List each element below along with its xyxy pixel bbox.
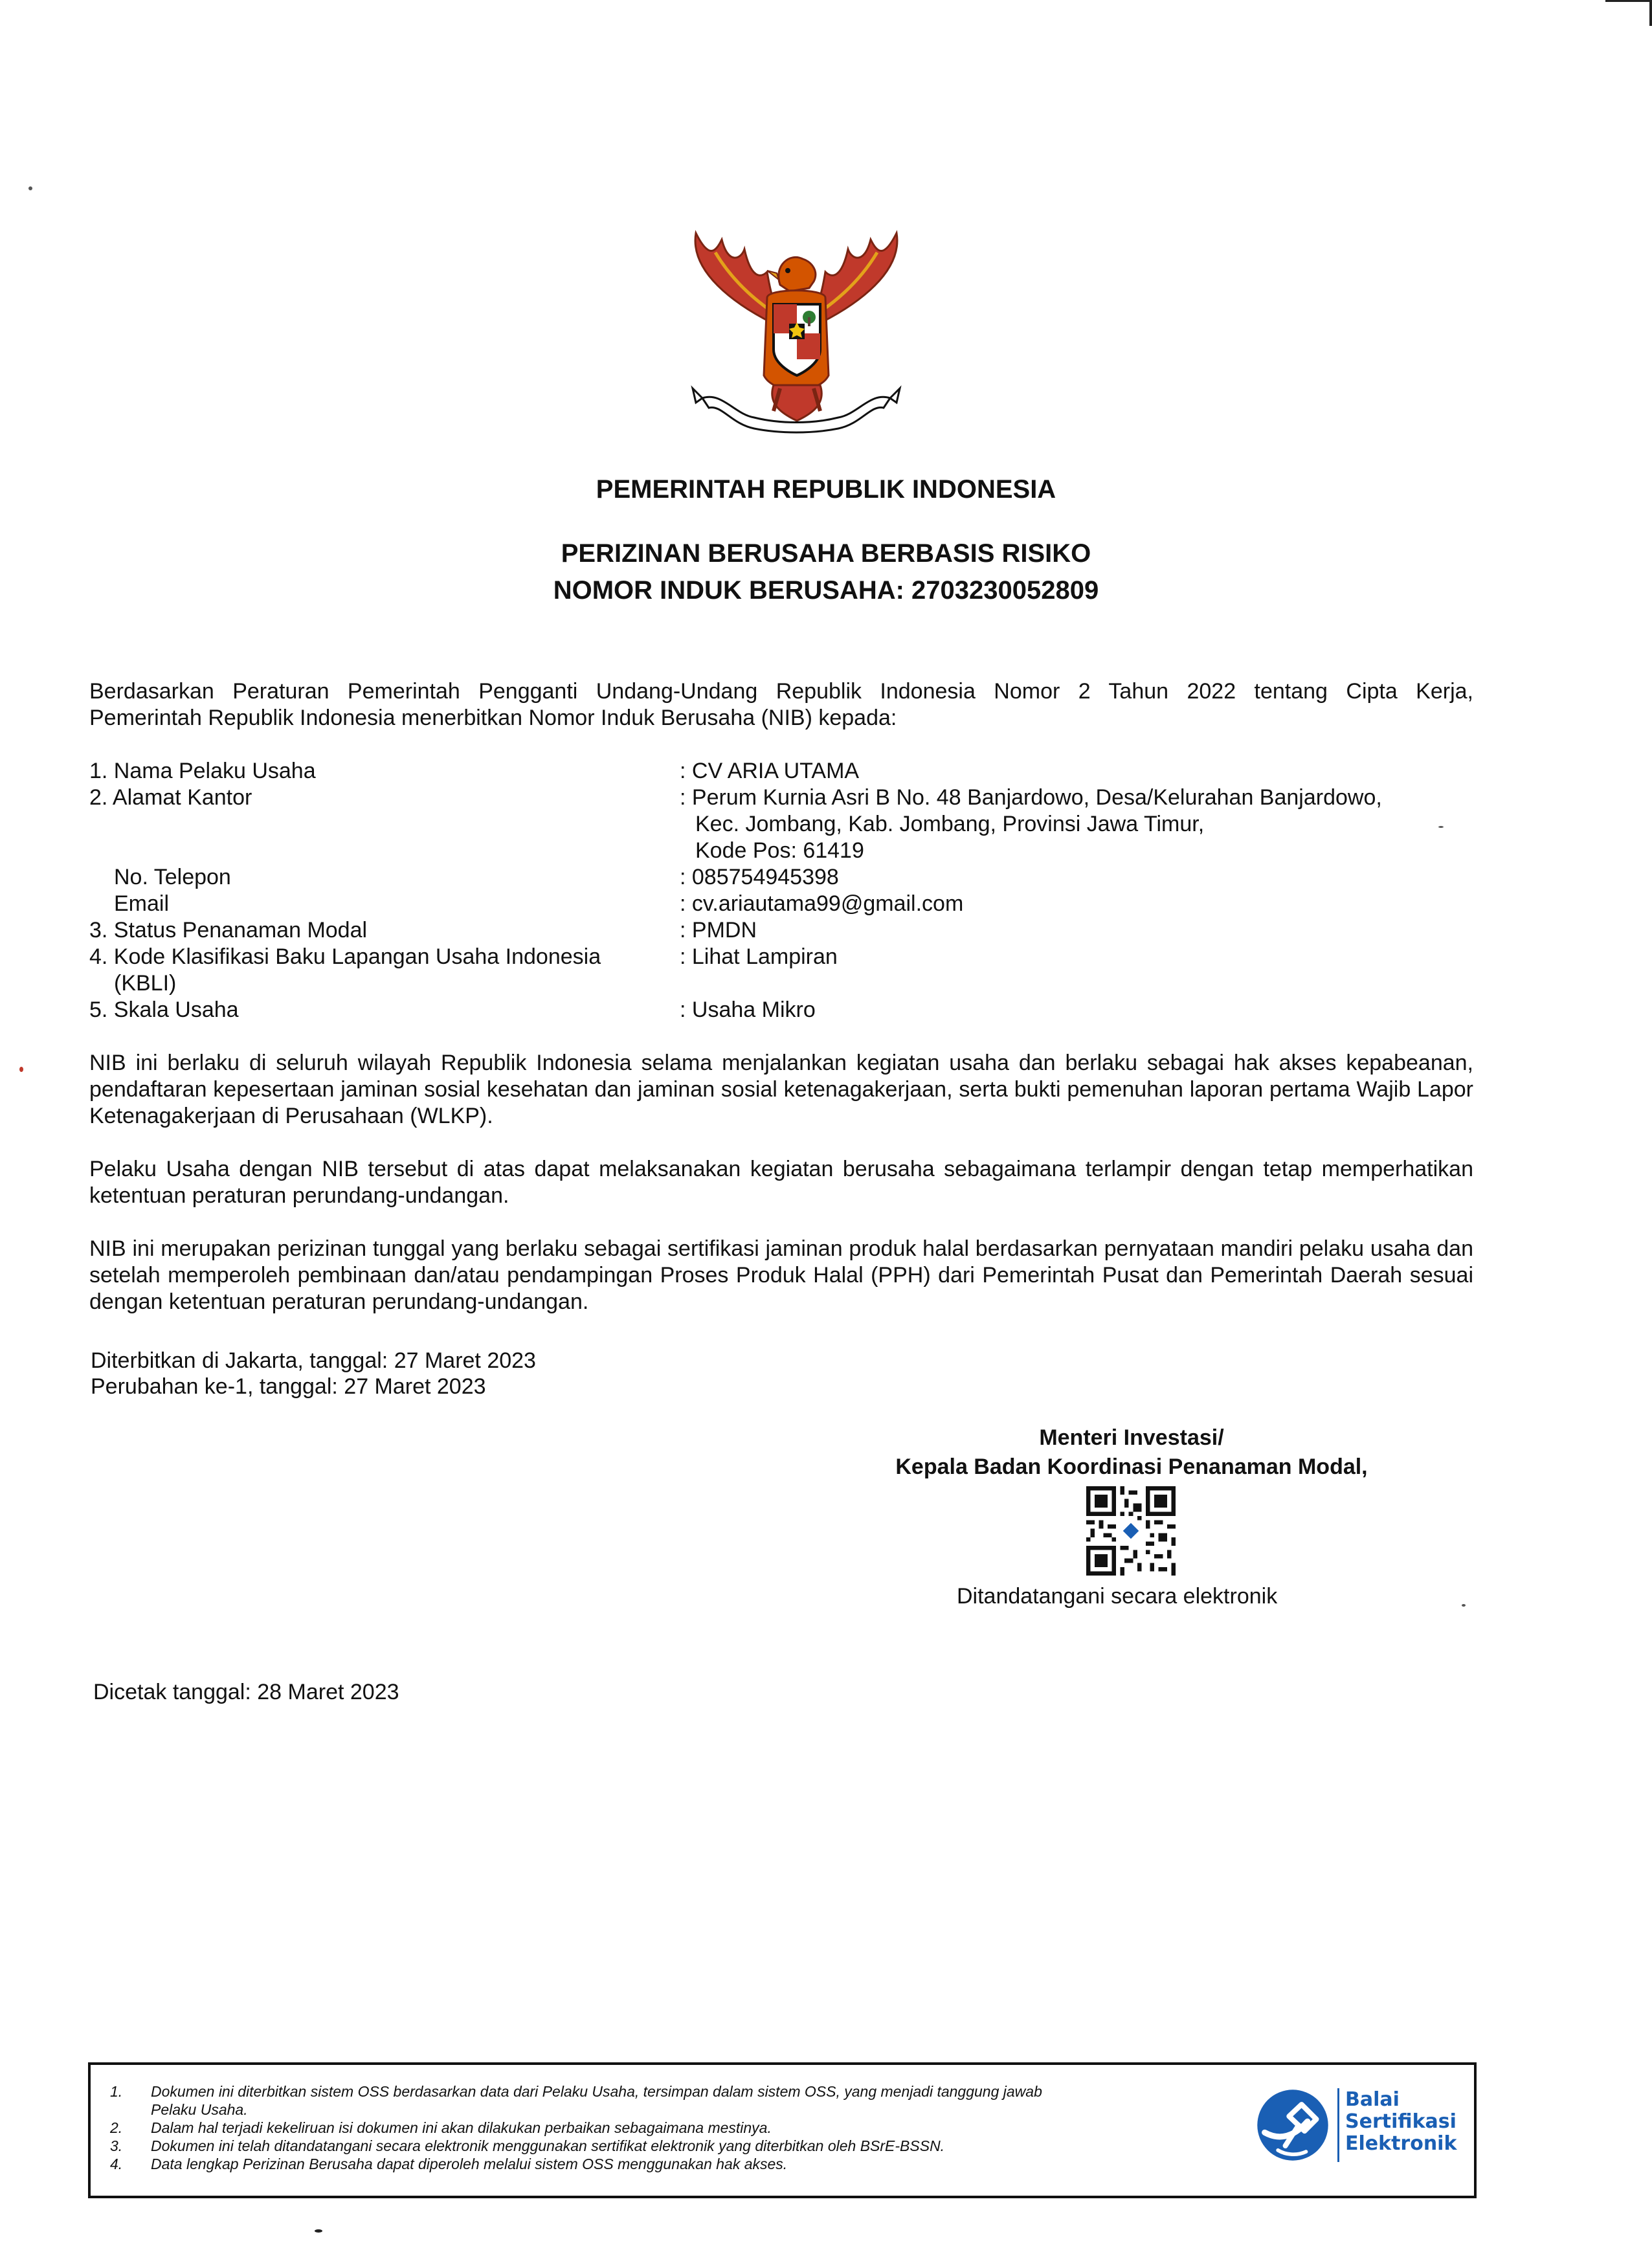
signatory-title-2: Kepala Badan Koordinasi Penanaman Modal, — [895, 1455, 1368, 1479]
footnote-number: 2. — [110, 2119, 123, 2136]
bsre-line-1: Balai — [1345, 2088, 1400, 2111]
field-label: 5. Skala Usaha — [89, 998, 239, 1022]
field-label: 4. Kode Klasifikasi Baku Lapangan Usaha Indonesia — [89, 944, 601, 969]
field-label: 2. Alamat Kantor — [89, 785, 252, 810]
field-label: No. Telepon — [114, 865, 231, 889]
field-label: 1. Nama Pelaku Usaha — [89, 759, 316, 783]
intro-line-2: Pemerintah Republik Indonesia menerbitkan Nomor Induk Berusaha (NIB) kepada: — [89, 706, 897, 730]
bsre-logo-icon — [1256, 2088, 1330, 2162]
signatory-title-1: Menteri Investasi/ — [1039, 1425, 1224, 1450]
field-value: : Usaha Mikro — [680, 998, 816, 1022]
change-date: Perubahan ke-1, tanggal: 27 Maret 2023 — [91, 1374, 486, 1399]
paragraph-halal: NIB ini merupakan perizinan tunggal yang berlaku sebagai sertifikasi jaminan produk halal berdasarkan pernyataan mandiri pelaku usaha dan setelah memperoleh pembinaan dan/atau pendampingan Proses Produk Halal (PPH) dari Pemerintah Pusat dan Pemerintah Daerah sesuai dengan ketentuan peraturan perundang-undangan. — [89, 1236, 1473, 1314]
bsre-line-3: Elektronik — [1345, 2132, 1457, 2155]
page-edge — [1649, 0, 1652, 26]
permit-title: PERIZINAN BERUSAHA BERBASIS RISIKO — [561, 539, 1091, 568]
field-label: Email — [114, 891, 170, 916]
bsre-divider — [1337, 2088, 1339, 2162]
footnote-text: Dalam hal terjadi kekeliruan isi dokumen ini akan dilakukan perbaikan sebagaimana mestinya. — [151, 2119, 772, 2136]
field-label: 3. Status Penanaman Modal — [89, 918, 368, 942]
footnote-text: Pelaku Usaha. — [151, 2101, 248, 2118]
qr-code-icon[interactable] — [1086, 1486, 1176, 1576]
field-value: : cv.ariautama99@gmail.com — [680, 891, 964, 916]
footnote-text: Data lengkap Perizinan Berusaha dapat diperoleh melalui sistem OSS menggunakan hak akses. — [151, 2156, 788, 2172]
government-title: PEMERINTAH REPUBLIK INDONESIA — [596, 475, 1056, 504]
footnote-number: 3. — [110, 2137, 123, 2154]
printed-date: Dicetak tanggal: 28 Maret 2023 — [93, 1680, 399, 1704]
field-value: : 085754945398 — [680, 865, 839, 889]
page-edge — [1605, 0, 1652, 2]
scan-speck — [19, 1067, 23, 1072]
footnote-number: 4. — [110, 2156, 123, 2172]
field-value: : Perum Kurnia Asri B No. 48 Banjardowo, Desa/Kelurahan Banjardowo, — [680, 785, 1382, 810]
footnote-number: 1. — [110, 2083, 123, 2100]
field-label: (KBLI) — [114, 971, 177, 996]
footnote-text: Dokumen ini telah ditandatangani secara elektronik menggunakan sertifikat elektronik yang diterbitkan oleh BSrE-BSSN. — [151, 2137, 945, 2154]
bsre-line-2: Sertifikasi — [1345, 2110, 1457, 2133]
nib-number: NOMOR INDUK BERUSAHA: 2703230052809 — [553, 576, 1099, 605]
field-value: : PMDN — [680, 918, 757, 942]
garuda-pancasila-icon — [676, 227, 916, 440]
scan-speck — [1462, 1604, 1466, 1607]
scan-speck — [315, 2229, 322, 2233]
field-value: : Lihat Lampiran — [680, 944, 838, 969]
issued-date: Diterbitkan di Jakarta, tanggal: 27 Maret 2023 — [91, 1348, 536, 1373]
signed-electronically: Ditandatangani secara elektronik — [957, 1584, 1278, 1609]
paragraph-activities: Pelaku Usaha dengan NIB tersebut di atas dapat melaksanakan kegiatan berusaha sebagaimana terlampir dengan tetap memperhatikan ketentuan peraturan perundang-undangan. — [89, 1157, 1473, 1208]
field-value: : CV ARIA UTAMA — [680, 759, 860, 783]
field-value: Kec. Jombang, Kab. Jombang, Provinsi Jawa Timur, — [695, 812, 1205, 836]
paragraph-validity: NIB ini berlaku di seluruh wilayah Republik Indonesia selama menjalankan kegiatan usaha dan berlaku sebagai hak akses kepabeanan, pendaftaran kepesertaan jaminan sosial kesehatan dan jaminan sosial ketenagakerjaan, serta bukti pemenuhan laporan pertama Wajib Lapor Ketenagakerjaan di Perusahaan (WLKP). — [89, 1051, 1473, 1128]
scan-speck — [28, 186, 32, 190]
scan-speck — [1438, 826, 1444, 828]
footnote-text: Dokumen ini diterbitkan sistem OSS berdasarkan data dari Pelaku Usaha, tersimpan dalam sistem OSS, yang menjadi tanggung jawab — [151, 2083, 1042, 2100]
intro-line-1: Berdasarkan Peraturan Pemerintah Pengganti Undang-Undang Republik Indonesia Nomor 2 Tahun 2022 tentang Cipta Kerja, — [89, 679, 1473, 704]
field-value: Kode Pos: 61419 — [695, 838, 864, 863]
